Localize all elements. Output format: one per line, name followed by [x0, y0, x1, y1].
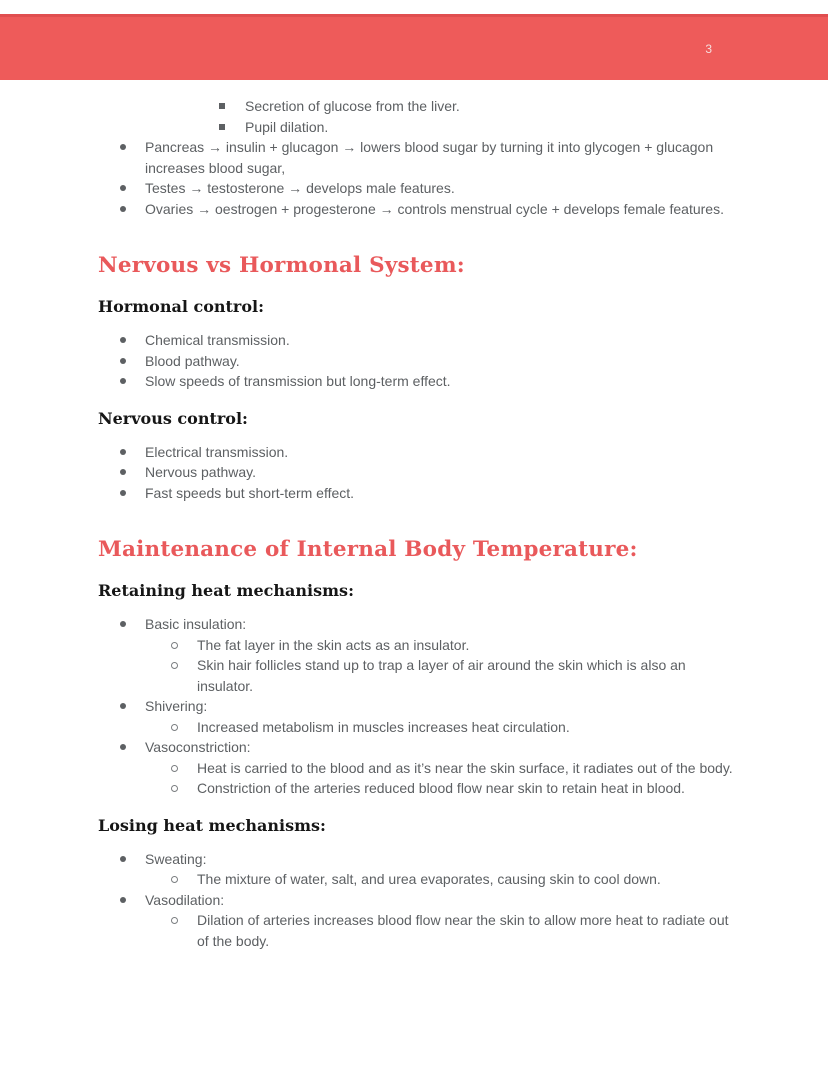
bullet-disc-icon	[120, 185, 126, 191]
bullet-disc-icon	[120, 897, 126, 903]
list-item	[145, 910, 734, 951]
subsection-heading-retaining-heat: Retaining heat mechanisms:	[98, 581, 354, 600]
list-item-text: Basic insulation:	[145, 616, 247, 632]
list-item	[98, 614, 734, 696]
list-item	[145, 655, 734, 696]
page-number: 3	[705, 41, 712, 56]
sub-list	[145, 758, 734, 799]
list-item	[98, 137, 734, 178]
subsection-heading-losing-heat: Losing heat mechanisms:	[98, 815, 326, 835]
bullet-circle-icon	[171, 662, 178, 669]
list-item-text: Vasoconstriction:	[145, 739, 251, 755]
list-item	[98, 371, 734, 392]
list-item-text: Constriction of the arteries reduced blood flow near skin to retain heat in blood.	[197, 780, 685, 796]
list-item-text: Increased metabolism in muscles increases heat circulation.	[197, 718, 570, 735]
bullet-disc-icon	[120, 378, 126, 384]
sub-list	[145, 910, 734, 951]
list-item	[145, 717, 734, 738]
list-item	[98, 890, 734, 952]
bullet-circle-icon	[171, 642, 178, 649]
bullet-disc-icon	[120, 703, 126, 709]
list-item-text: Pancreas → insulin + glucagon → lowers blood sugar by turning it into glycogen + glucagon increases blood sugar,	[145, 139, 714, 176]
bullet-square-icon	[219, 103, 225, 109]
bullet-disc-icon	[120, 621, 126, 627]
carryover-square-list	[98, 96, 734, 137]
section-heading-body-temperature: Maintenance of Internal Body Temperature:	[98, 537, 638, 562]
list-item-text: Chemical transmission.	[145, 332, 290, 348]
list-item-text: Dilation of arteries increases blood flow near the skin to allow more heat to radiate out of the body.	[197, 912, 729, 949]
section-heading-nervous-vs-hormonal: Nervous vs Hormonal System:	[98, 253, 465, 278]
bullet-disc-icon	[120, 206, 126, 212]
list-item-text: Pupil dilation.	[245, 118, 329, 135]
list-item-text: Vasodilation:	[145, 891, 225, 908]
bullet-disc-icon	[120, 337, 126, 343]
bullet-disc-icon	[120, 449, 126, 455]
list-item	[145, 778, 734, 799]
bullet-circle-icon	[171, 785, 178, 792]
bullet-circle-icon	[171, 917, 178, 924]
bullet-disc-icon	[120, 490, 126, 496]
list-item	[98, 199, 734, 220]
sub-list	[145, 869, 734, 890]
list-item	[98, 462, 734, 483]
bullet-circle-icon	[171, 876, 178, 883]
bullet-disc-icon	[120, 358, 126, 364]
list-item-text: Ovaries → oestrogen + progesterone → controls menstrual cycle + develops female features.	[145, 200, 724, 217]
list-item	[145, 635, 734, 656]
bullet-disc-icon	[120, 744, 126, 750]
list-item	[98, 178, 734, 199]
retaining-heat-list	[98, 614, 734, 799]
list-item-text: The mixture of water, salt, and urea evaporates, causing skin to cool down.	[197, 871, 661, 887]
list-item-text: Sweating:	[145, 850, 207, 867]
list-item	[98, 696, 734, 737]
list-item-text: Electrical transmission.	[145, 443, 289, 460]
losing-heat-list	[98, 849, 734, 952]
list-item	[98, 849, 734, 890]
sub-list	[145, 635, 734, 697]
bullet-disc-icon	[120, 144, 126, 150]
list-item	[98, 737, 734, 799]
list-item	[98, 483, 734, 504]
bullet-circle-icon	[171, 765, 178, 772]
bullet-circle-icon	[171, 724, 178, 731]
list-item-text: Secretion of glucose from the liver.	[245, 98, 460, 114]
document-content	[98, 96, 734, 951]
list-item-text: Testes → testosterone → develops male features.	[145, 180, 455, 196]
list-item-text: Slow speeds of transmission but long-term effect.	[145, 373, 451, 389]
list-item	[98, 117, 734, 138]
list-item	[145, 869, 734, 890]
list-item-text: Fast speeds but short-term effect.	[145, 484, 355, 501]
sub-list	[145, 717, 734, 738]
hormonal-control-list	[98, 330, 734, 392]
carryover-bullet-list	[98, 137, 734, 219]
list-item	[98, 96, 734, 117]
subsection-heading-nervous-control: Nervous control:	[98, 408, 248, 428]
list-item-text: The fat layer in the skin acts as an insulator.	[197, 636, 470, 653]
list-item-text: Blood pathway.	[145, 352, 240, 369]
bullet-disc-icon	[120, 469, 126, 475]
list-item	[98, 351, 734, 372]
list-item	[98, 442, 734, 463]
list-item-text: Skin hair follicles stand up to trap a layer of air around the skin which is also an insulator.	[197, 657, 686, 694]
bullet-square-icon	[219, 124, 225, 130]
bullet-disc-icon	[120, 856, 126, 862]
list-item	[98, 330, 734, 351]
list-item	[145, 758, 734, 779]
list-item-text: Nervous pathway.	[145, 464, 257, 480]
nervous-control-list	[98, 442, 734, 504]
list-item-text: Heat is carried to the blood and as it’s near the skin surface, it radiates out of the body.	[197, 759, 733, 776]
subsection-heading-hormonal-control: Hormonal control:	[98, 297, 264, 316]
list-item-text: Shivering:	[145, 698, 208, 714]
page-header-band	[0, 14, 828, 80]
